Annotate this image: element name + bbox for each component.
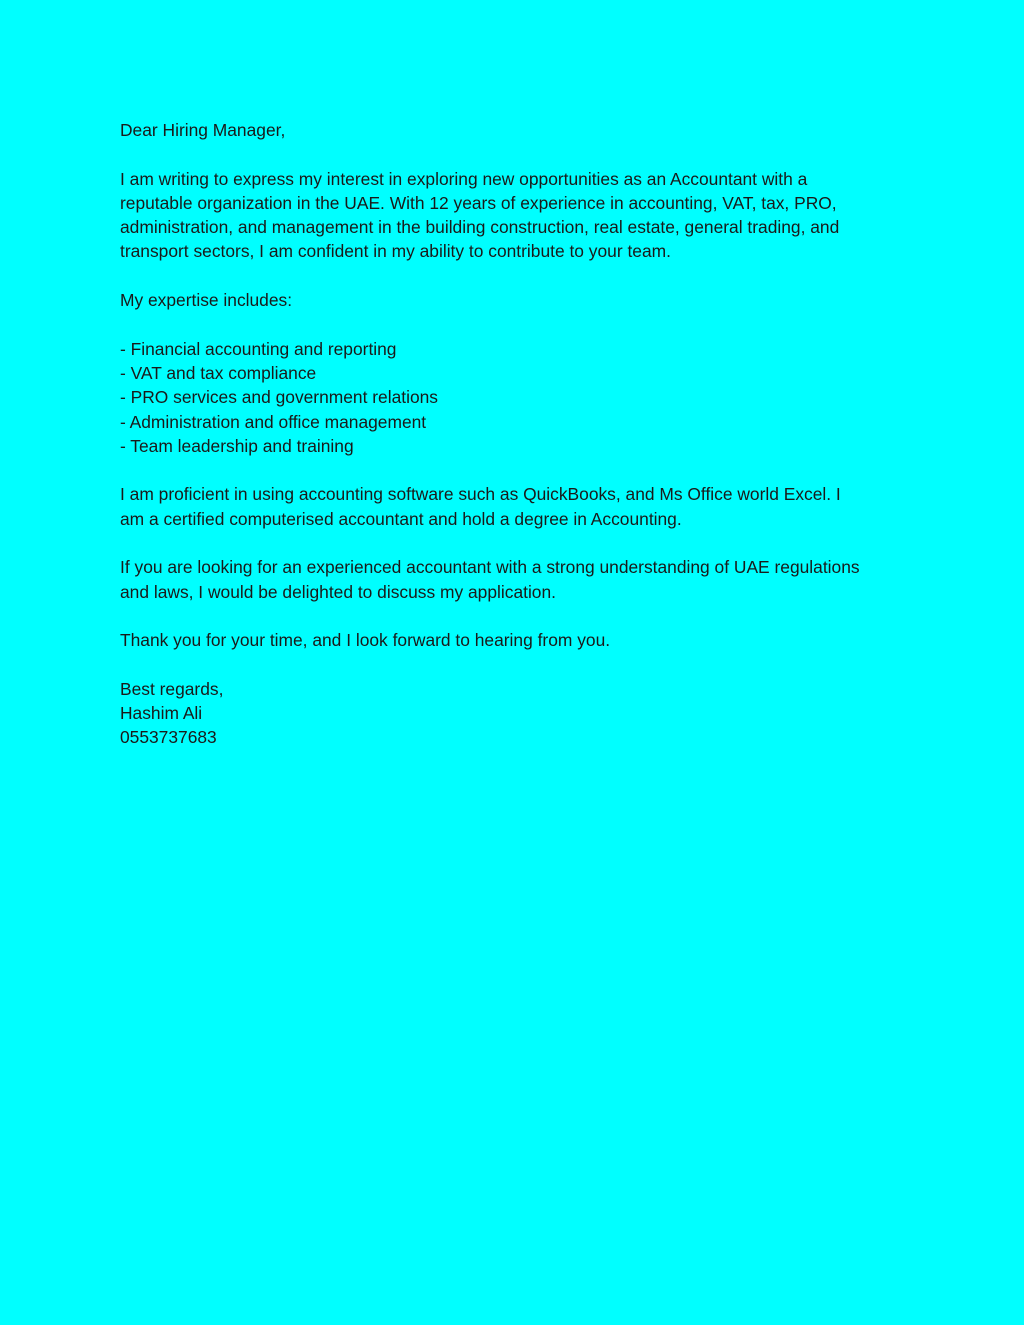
closing-paragraph bbox=[120, 555, 920, 604]
intro-paragraph bbox=[120, 167, 920, 264]
expertise-list bbox=[120, 337, 920, 458]
software-line: am a certified computerised accountant and hold a degree in Accounting. bbox=[120, 508, 682, 529]
closing-line: If you are looking for an experienced accountant with a strong understanding of UAE regulations bbox=[120, 557, 860, 578]
thank-you-line: Thank you for your time, and I look forward to hearing from you. bbox=[120, 630, 611, 651]
sender-name: Hashim Ali bbox=[120, 703, 203, 724]
sender-phone: 0553737683 bbox=[120, 727, 217, 748]
list-item: - Team leadership and training bbox=[120, 435, 354, 456]
list-item: - Financial accounting and reporting bbox=[120, 338, 397, 359]
closing-line: and laws, I would be delighted to discuss my application. bbox=[120, 581, 556, 602]
intro-line: reputable organization in the UAE. With 12 years of experience in accounting, VAT, tax, PRO, bbox=[120, 192, 837, 213]
software-paragraph bbox=[120, 482, 920, 531]
intro-line: I am writing to express my interest in exploring new opportunities as an Accountant with a bbox=[120, 168, 808, 189]
list-item: - VAT and tax compliance bbox=[120, 362, 317, 383]
expertise-heading-block bbox=[120, 288, 920, 312]
list-item: - Administration and office management bbox=[120, 411, 427, 432]
thank-you-block bbox=[120, 628, 920, 652]
salutation: Dear Hiring Manager, bbox=[120, 120, 286, 140]
signoff: Best regards, bbox=[120, 678, 224, 699]
intro-line: transport sectors, I am confident in my ability to contribute to your team. bbox=[120, 241, 671, 262]
salutation-block bbox=[120, 118, 920, 142]
software-line: I am proficient in using accounting software such as QuickBooks, and Ms Office world Excel. I bbox=[120, 484, 841, 505]
expertise-heading: My expertise includes: bbox=[120, 290, 293, 311]
intro-line: administration, and management in the building construction, real estate, general trading, and bbox=[120, 217, 840, 238]
list-item: - PRO services and government relations bbox=[120, 387, 438, 408]
cover-letter bbox=[120, 118, 920, 750]
signature-block bbox=[120, 677, 920, 750]
